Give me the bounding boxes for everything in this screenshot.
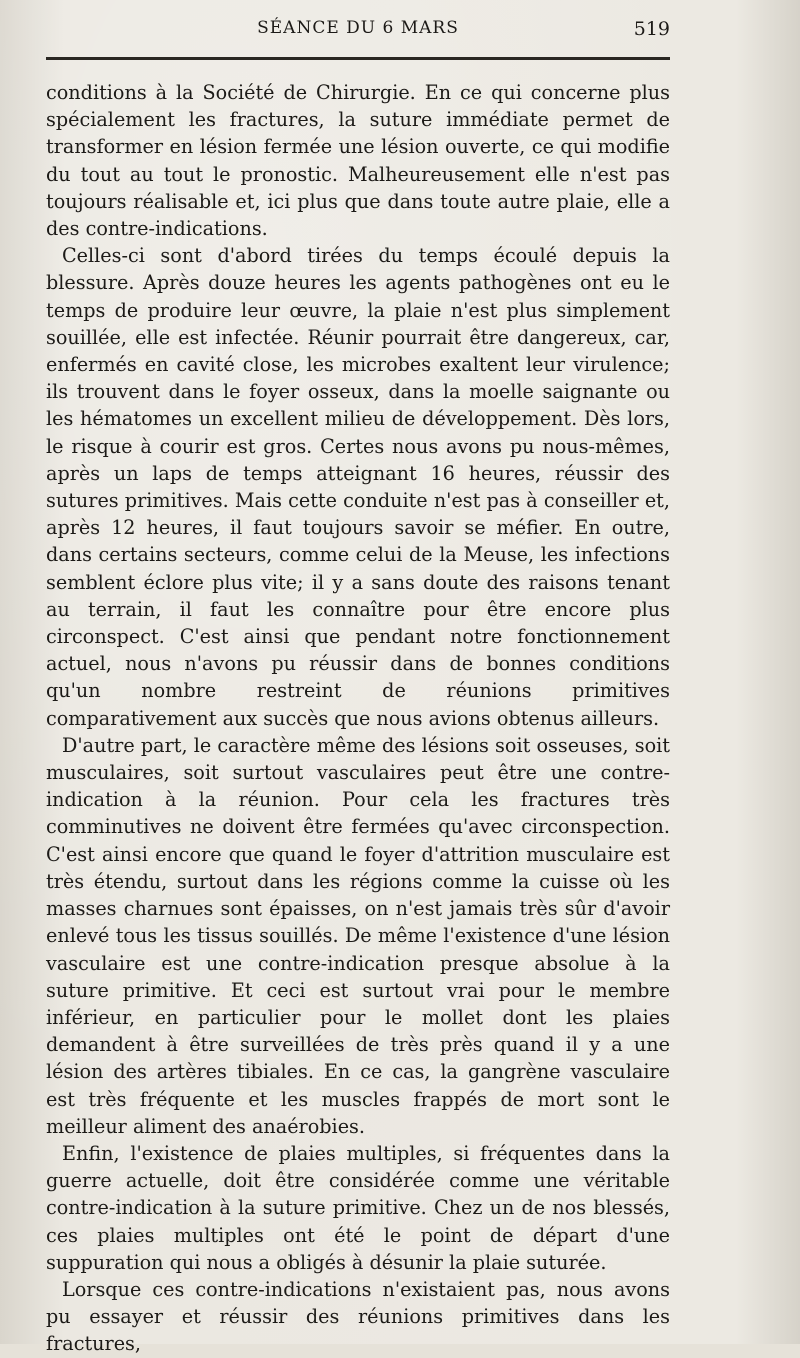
paragraph-primary-union: Lorsque ces contre-indications n'existaient pas, nous avons pu essayer et réussir des réunions primitives dans les fractures, [46, 1277, 670, 1356]
paragraph-continuation: conditions à la Société de Chirurgie. En ce qui concerne plus spécialement les fractures, la suture immédiate permet de transformer en lésion fermée une lésion ouverte, ce qui modifie du tout au tout le pronostic. Malheureusement elle n'est pas toujours réalisable et, ici plus que dans toute autre plaie, elle a des contre-indications. [46, 81, 670, 241]
paragraph-multiple-wounds: Enfin, l'existence de plaies multiples, si fréquentes dans la guerre actuelle, doit être considérée comme une véritable contre-indication à la suture primitive. Chez un de nos blessés, ces plaies multiples ont été le point de départ d'une suppuration qui nous a obligés à désunir la plaie suturée. [46, 1141, 670, 1274]
page-number: 519 [633, 18, 670, 40]
page-header [46, 18, 670, 48]
paragraph-lesion-character: D'autre part, le caractère même des lésions soit osseuses, soit musculaires, soit surtout vasculaires peut être une contre-indication à la réunion. Pour cela les fractures très comminutives ne doivent être fermées qu'avec circonspection. C'est ainsi encore que quand le foyer d'attrition musculaire est très étendu, surtout dans les régions comme la cuisse où les masses charnues sont épaisses, on n'est jamais très sûr d'avoir enlevé tous les tissus souillés. De même l'existence d'une lésion vasculaire est une contre-indication presque absolue à la suture primitive. Et ceci est surtout vrai pour le membre inférieur, en particulier pour le mollet dont les plaies demandent à être surveillées de très près quand il y a une lésion des artères tibiales. En ce cas, la gangrène vasculaire est très fréquente et les muscles frappés de mort sont le meilleur aliment des anaérobies. [46, 733, 670, 1138]
body-text [46, 79, 670, 1358]
running-title: SÉANCE DU 6 MARS [257, 18, 459, 38]
header-rule [46, 57, 670, 60]
paragraph-time-elapsed: Celles-ci sont d'abord tirées du temps écoulé depuis la blessure. Après douze heures les agents pathogènes ont eu le temps de produire leur œuvre, la plaie n'est plus simplement souillée, elle est infectée. Réunir pourrait être dangereux, car, enfermés en cavité close, les microbes exaltent leur virulence; ils trouvent dans le foyer osseux, dans la moelle saignante ou les hématomes un excellent milieu de développement. Dès lors, le risque à courir est gros. Certes nous avons pu nous-mêmes, après un laps de temps atteignant 16 heures, réussir des sutures primitives. Mais cette conduite n'est pas à conseiller et, après 12 heures, il faut toujours savoir se méfier. En outre, dans certains secteurs, comme celui de la Meuse, les infections semblent éclore plus vite; il y a sans doute des raisons tenant au terrain, il faut les connaître pour être encore plus circonspect. C'est ainsi que pendant notre fonctionnement actuel, nous n'avons pu réussir dans de bonnes conditions qu'un nombre restreint de réunions primitives comparativement aux succès que nous avions obtenus ailleurs. [46, 244, 670, 730]
